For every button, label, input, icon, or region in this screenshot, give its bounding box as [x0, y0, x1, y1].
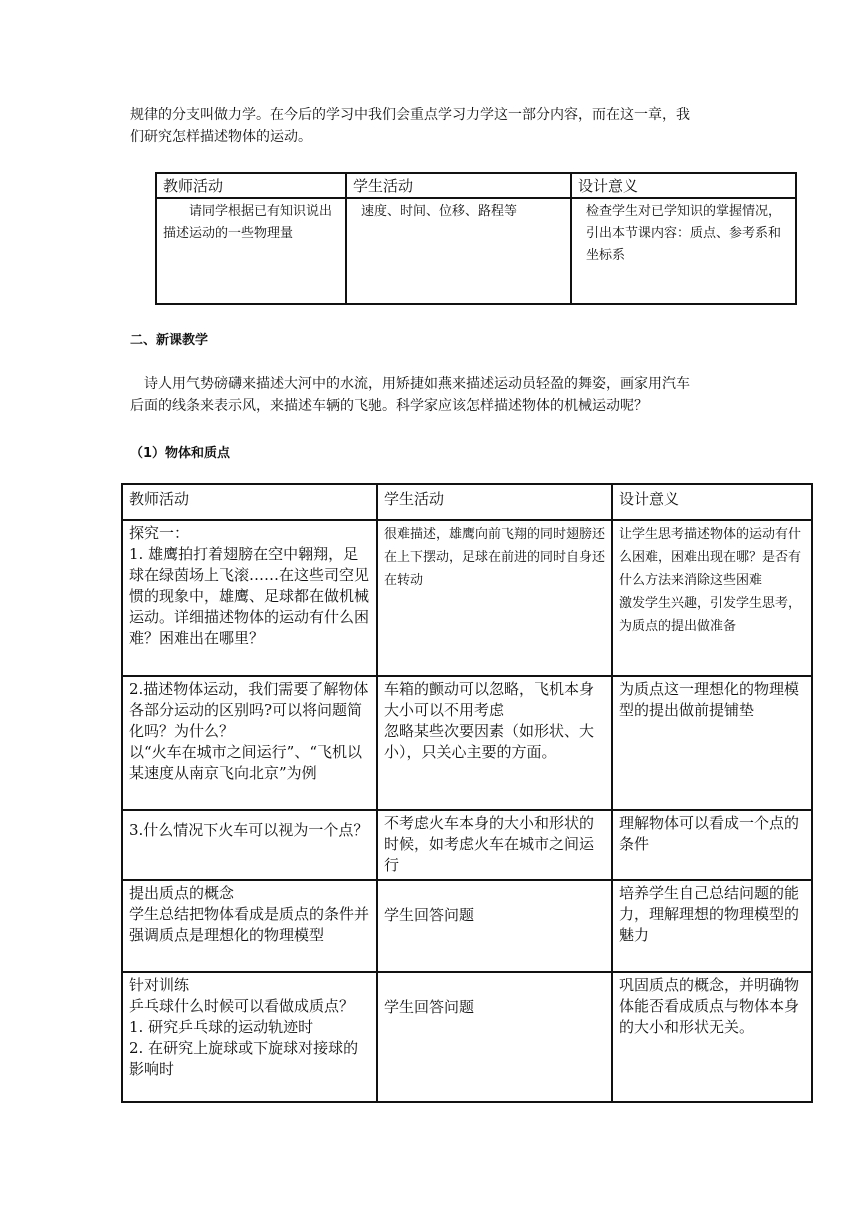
- cell-student: [377, 972, 612, 1102]
- table-particle: [121, 483, 813, 1103]
- cell-design: [612, 880, 812, 972]
- cell-line: 学生回答问题: [384, 906, 475, 924]
- cell-teacher: [122, 810, 377, 880]
- table-row: [122, 810, 812, 880]
- cell-line: 提出质点的概念: [129, 884, 235, 902]
- cell-line: 2.描述物体运动，我们需要了解物体各部分运动的区别吗?可以将问题简化吗？为什么？: [129, 680, 369, 740]
- table-warmup: [155, 172, 797, 305]
- section-line: 诗人用气势磅礴来描述大河中的水流，用矫捷如燕来描述运动员轻盈的舞姿，画家用汽车: [144, 376, 690, 392]
- cell-teacher: [122, 676, 377, 810]
- cell-line: 激发学生兴趣，引发学生思考，为质点的提出做准备: [619, 596, 802, 634]
- cell-line: 1. 研究乒乓球的运动轨迹时: [129, 1018, 314, 1036]
- section-line: 后面的线条来表示风，来描述车辆的飞驰。科学家应该怎样描述物体的机械运动呢？: [130, 398, 648, 414]
- cell-line: 学生回答问题: [384, 998, 475, 1016]
- cell-student: 速度、时间、位移、路程等: [346, 198, 571, 304]
- table-row: [122, 972, 812, 1102]
- cell-line: 3.什么情况下火车可以视为一个点？: [129, 821, 369, 839]
- table-header-row: [122, 484, 812, 520]
- cell-line: 乒乓球什么时候可以看做成质点？: [129, 997, 355, 1015]
- cell-teacher: [122, 880, 377, 972]
- section-heading: 二、新课教学: [130, 333, 209, 348]
- cell-design: 检查学生对已学知识的掌握情况，引出本节课内容：质点、参考系和坐标系: [571, 198, 796, 304]
- header-design: 设计意义: [612, 484, 812, 520]
- cell-design: [612, 520, 812, 676]
- cell-line: 让学生思考描述物体的运动有什么困难，困难出现在哪？是否有什么方法来消除这些困难: [619, 527, 802, 588]
- cell-teacher: [122, 972, 377, 1102]
- cell-student: [377, 520, 612, 676]
- header-student: 学生活动: [377, 484, 612, 520]
- table-row: [122, 880, 812, 972]
- cell-line: 学生总结把物体看成是质点的条件并强调质点是理想化的物理模型: [129, 905, 370, 944]
- table-header-row: [156, 173, 796, 198]
- cell-line: 理解物体可以看成一个点的条件: [619, 814, 800, 853]
- table-row: [122, 676, 812, 810]
- cell-line: 为质点这一理想化的物理模型的提出做前提铺垫: [619, 680, 800, 719]
- header-teacher: 教师活动: [122, 484, 377, 520]
- cell-line: 培养学生自己总结问题的能力，理解理想的物理模型的魅力: [619, 884, 800, 944]
- section-paragraph: [130, 373, 750, 417]
- table-row: [122, 520, 812, 676]
- cell-design: [612, 810, 812, 880]
- cell-line: 车箱的颤动可以忽略，飞机本身大小可以不用考虑: [384, 680, 595, 719]
- cell-line: 巩固质点的概念，并明确物体能否看成质点与物体本身的大小和形状无关。: [619, 976, 800, 1036]
- table-row: [156, 198, 796, 304]
- cell-student: [377, 676, 612, 810]
- cell-line: 针对训练: [129, 976, 190, 994]
- header-teacher: 教师活动: [156, 173, 346, 198]
- cell-line: 忽略某些次要因素（如形状、大小），只关心主要的方面。: [384, 722, 595, 761]
- cell-teacher: 请同学根据已有知识说出描述运动的一些物理量: [156, 198, 346, 304]
- cell-student: [377, 810, 612, 880]
- cell-design: [612, 676, 812, 810]
- cell-student: [377, 880, 612, 972]
- header-student: 学生活动: [346, 173, 571, 198]
- intro-line: 规律的分支叫做力学。在今后的学习中我们会重点学习力学这一部分内容，而在这一章，我: [130, 107, 690, 123]
- cell-line: 探究一：: [129, 524, 190, 542]
- intro-line: 们研究怎样描述物体的运动。: [130, 129, 312, 145]
- cell-line: 1. 雄鹰拍打着翅膀在空中翱翔，足球在绿茵场上飞滚……在这些司空见惯的现象中，雄鹰、足球都在做机械运动。详细描述物体的运动有什么困难？困难出在哪里？: [129, 545, 370, 647]
- cell-line: 不考虑火车本身的大小和形状的时候，如考虑火车在城市之间运行: [384, 814, 595, 874]
- cell-design: [612, 972, 812, 1102]
- cell-teacher: [122, 520, 377, 676]
- intro-paragraph: [130, 104, 750, 148]
- cell-line: 2. 在研究上旋球或下旋球对接球的影响时: [129, 1039, 359, 1078]
- cell-line: 很难描述，雄鹰向前飞翔的同时翅膀还在上下摆动，足球在前进的同时自身还在转动: [384, 527, 606, 588]
- header-design: 设计意义: [571, 173, 796, 198]
- cell-line: 以“火车在城市之间运行”、“飞机以某速度从南京飞向北京”为例: [129, 743, 363, 782]
- subsection-heading: （1）物体和质点: [130, 446, 231, 461]
